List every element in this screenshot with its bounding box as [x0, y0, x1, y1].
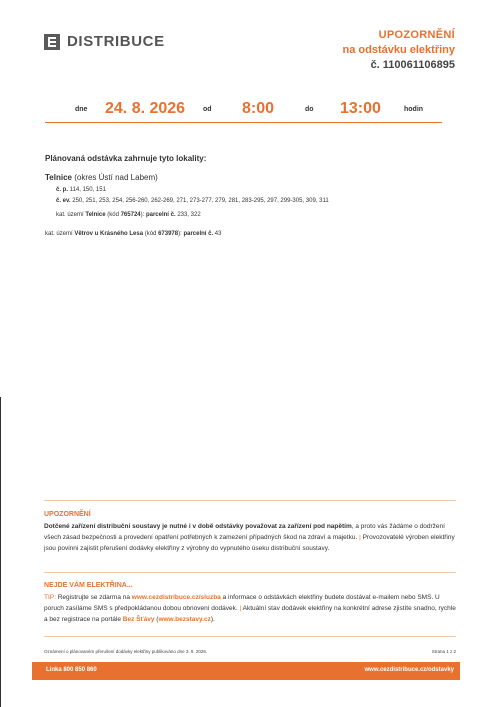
ku2-parcels: 43	[213, 231, 222, 237]
from-label: od	[203, 106, 212, 113]
ku1-code: 765724	[120, 212, 141, 218]
notice-title: UPOZORNĚNÍ	[378, 29, 455, 41]
hours-label: hodin	[404, 106, 424, 113]
logo-text: DISTRIBUCE	[67, 33, 165, 50]
tip-text-1: Registrujte se zdarma na	[55, 594, 132, 601]
logo-mark-icon	[44, 34, 60, 50]
town-line	[45, 173, 158, 182]
cp-label: č. p.	[56, 187, 69, 193]
ku2-code-suffix: ):	[178, 231, 184, 237]
tip-text	[44, 592, 456, 625]
locations-heading: Plánovaná odstávka zahrnuje tyto lokality:	[45, 154, 207, 163]
town-region: (okres Ústí nad Labem)	[71, 173, 158, 182]
ku1-name: Telnice	[85, 212, 106, 218]
town-name: Telnice	[45, 173, 72, 182]
website-link[interactable]: www.cezdistribuce.cz/odstavky	[364, 667, 454, 673]
tip-text-5: ).	[210, 616, 215, 623]
ku2-prefix: kat. území	[45, 231, 75, 237]
tip-label: TIP:	[44, 594, 56, 601]
tip-text-2: a informace o odstávkách elektřiny budete dostávat e-mailem nebo SMS. U poruch zasíláme SMS s předpokládanou dobou obnovení dodávek.	[44, 594, 440, 612]
published-note: Oznámení o plánovaném přerušení dodávky elektřiny publikováno dne 3. 8. 2026.	[44, 649, 208, 654]
warning-separator: |	[357, 534, 363, 541]
cp-row	[56, 187, 106, 193]
ku1-code-suffix: ):	[140, 212, 146, 218]
tip-text-4: (	[154, 616, 159, 623]
tip-separator: |	[237, 605, 243, 612]
notice-subtitle: na odstávku elektřiny	[342, 44, 455, 56]
tip-bottom-rule	[44, 636, 456, 637]
warning-after-bold: , a proto vás žádáme o dodržení všech zásad bezpečnosti a provedení opatření potřebných k zamezení případných škod na zdraví a majetku.	[44, 523, 445, 541]
tip-title: NEJDE VÁM ELEKTŘINA...	[44, 582, 133, 589]
ku2-parcel-label: parcelní č.	[183, 231, 214, 237]
cev-values: 250, 251, 253, 254, 256-260, 262-269, 271, 273-277, 279, 281, 283-295, 297, 299-305, 309, 311	[70, 198, 329, 204]
warning-title: UPOZORNĚNÍ	[44, 511, 91, 518]
cp-values: 114, 150, 151	[68, 187, 106, 193]
cev-label: č. ev.	[56, 198, 71, 204]
ku2-name: Větrov u Krásného Lesa	[74, 231, 144, 237]
registration-link[interactable]: www.cezdistribuce.cz/sluzba	[131, 594, 221, 601]
to-time: 13:00	[340, 100, 381, 117]
date-underline	[45, 122, 442, 123]
to-label: do	[305, 106, 314, 113]
warning-top-rule	[44, 500, 456, 501]
ku1-code-prefix: (kód	[105, 212, 121, 218]
cev-row	[56, 198, 329, 204]
warning-producers: Provozovatelé výroben elektřiny jsou povinni zajistit přerušení dodávky elektřiny z výrobny do vypnutého úseku distribuční soustavy.	[44, 534, 455, 552]
company-logo	[44, 33, 165, 50]
ku1-parcels: 233, 322	[175, 212, 201, 218]
bezstavy-link[interactable]: www.bezstavy.cz	[158, 616, 211, 623]
ku2-code-prefix: (kód	[143, 231, 159, 237]
tip-text-3: Aktuální stav dodávek elektřiny na konkrétní adrese zjistíte snadno, rychle a bez registrace na portále	[44, 605, 456, 623]
page-indicator: Strana 1 z 2	[431, 649, 456, 654]
warning-bold: Dotčené zařízení distribuční soustavy je nutné i v době odstávky považovat za zařízení pod napětím	[44, 523, 352, 530]
ku1-prefix: kat. území	[56, 212, 86, 218]
notice-number: č. 110061106895	[370, 59, 455, 71]
notice-header	[343, 29, 456, 71]
from-time: 8:00	[242, 100, 275, 117]
day-label: dne	[75, 106, 88, 113]
cadastral-row-vetrov	[45, 231, 221, 237]
portal-name: Bez Šťávy	[122, 616, 155, 623]
ku2-code: 673978	[158, 231, 179, 237]
outage-date: 24. 8. 2026	[105, 100, 186, 117]
warning-text	[44, 521, 456, 554]
warning-bottom-rule	[44, 572, 456, 573]
ku1-parcel-label: parcelní č.	[145, 212, 176, 218]
cadastral-row-telnice	[56, 212, 201, 218]
scan-edge	[0, 397, 1, 707]
hotline: Linka 800 850 860	[46, 667, 97, 673]
